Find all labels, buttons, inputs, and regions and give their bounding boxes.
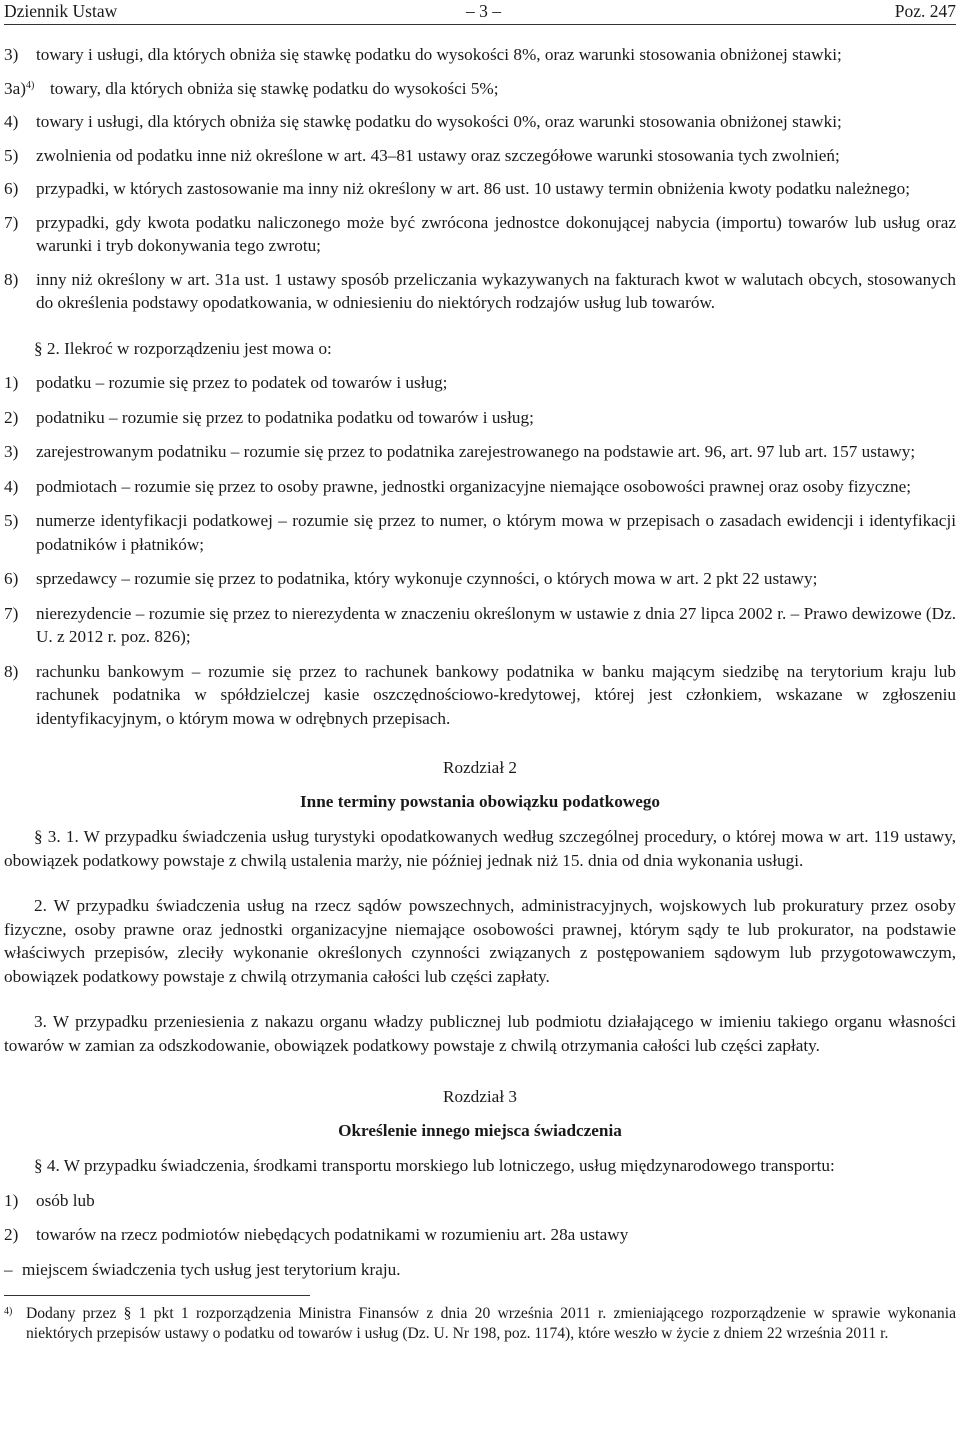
definition-item: 4) podmiotach – rozumie się przez to osoby prawne, jednostki organizacyjne niemające osobowości prawnej oraz osoby fizyczne; — [4, 476, 911, 496]
definition-item: 3) zarejestrowanym podatniku – rozumie się przez to podatnika zarejestrowanego na podstawie art. 96, art. 97 lub art. 157 ustawy; — [4, 442, 916, 461]
list-item: 8) inny niż określony w art. 31a ust. 1 ustawy sposób przeliczania wykazywanych na fakturach kwot w walutach obcych, stosowanych do określenia podstawy opodatkowania, w odniesieniu do niektórych rodzajów usług lub towarów. — [4, 269, 956, 312]
list-item: 5) zwolnienia od podatku inne niż określone w art. 43–81 ustawy oraz szczegółowe warunki stosowania tych zwolnień; — [4, 145, 840, 165]
closing-dash-item: – miejscem świadczenia tych usług jest terytorium kraju. — [4, 1259, 401, 1279]
list-item: 7) przypadki, gdy kwota podatku naliczonego może być zwrócona jednostce dokonującej nabycia (importu) towarów lub usług oraz warunki i tryb dokonywania tego zwrotu; — [4, 212, 956, 255]
chapter-2-title: Inne terminy powstania obowiązku podatkowego — [299, 791, 661, 811]
footnote — [4, 1304, 956, 1344]
definition-item: 2) podatniku – rozumie się przez to podatnika podatku od towarów i usług; — [4, 407, 534, 427]
definition-item: 6) sprzedawcy – rozumie się przez to podatnika, który wykonuje czynności, o których mowa w art. 2 pkt 22 ustawy; — [4, 569, 818, 588]
section-3-paragraph: 3. W przypadku przeniesienia z nakazu organu władzy publicznej lub podmiotu działającego w imieniu takiego organu własności towarów w zamian za odszkodowanie, obowiązek podatkowy powstaje z chwilą otrzymania całości lub części zapłaty. — [4, 1012, 956, 1055]
section-2-intro: § 2. Ilekroć w rozporządzeniu jest mowa o: — [34, 338, 332, 358]
definition-item: 5) numerze identyfikacji podatkowej – rozumie się przez to numer, o którym mowa w przepisach o zasadach ewidencji i identyfikacji podatników i płatników; — [4, 511, 956, 554]
list-item: 1) osób lub — [4, 1190, 95, 1210]
definition-item: 7) nierezydencie – rozumie się przez to nierezydenta w znaczeniu określonym w ustawie z dnia 27 lipca 2002 r. – Prawo dewizowe (Dz. U. z 2012 r. poz. 826); — [4, 603, 956, 646]
list-item: 2) towarów na rzecz podmiotów niebędących podatnikami w rozumieniu art. 28a ustawy — [4, 1225, 629, 1244]
footnote-divider — [4, 1295, 310, 1296]
position-number: Poz. 247 — [894, 1, 956, 21]
chapter-3-title: Określenie innego miejsca świadczenia — [338, 1120, 622, 1140]
footnote-text: Dodany przez § 1 pkt 1 rozporządzenia Ministra Finansów z dnia 20 września 2011 r. zmieniającego rozporządzenie w sprawie wykonania niektórych przepisów ustawy o podatku od towarów i usług (Dz. U. Nr 198, poz. 1174), które weszło w życie z dniem 22 września 2011 r. — [26, 1305, 956, 1342]
page-number: – 3 – — [466, 1, 501, 21]
chapter-2-label: Rozdział 2 — [443, 758, 517, 777]
chapter-3-label: Rozdział 3 — [443, 1087, 517, 1106]
list-item: 3) towary i usługi, dla których obniża się stawkę podatku do wysokości 8%, oraz warunki stosowania obniżonej stawki; — [4, 45, 842, 64]
footnote-number: 4) — [4, 1306, 13, 1317]
page-header — [4, 0, 956, 25]
document-page — [4, 0, 956, 1344]
section-3-paragraph: § 3. 1. W przypadku świadczenia usług turystyki opodatkowanych według szczególnej procedury, o której mowa w art. 119 ustawy, obowiązek podatkowy powstaje z chwilą ustalenia marży, nie później jednak niż 15. dnia od dnia wykonania usługi. — [4, 827, 956, 870]
definition-item: 8) rachunku bankowym – rozumie się przez to rachunek bankowy podatnika w banku mającym siedzibę na terytorium kraju lub rachunek podatnika w spółdzielczej kasie oszczędnościowo-kredytowej, której jest członkiem, wskazane w zgłoszeniu identyfikacyjnym, o którym mowa w odrębnych przepisach. — [4, 661, 956, 728]
list-item: 6) przypadki, w których zastosowanie ma inny niż określony w art. 86 ust. 10 ustawy termin obniżenia kwoty podatku należnego; — [4, 179, 910, 198]
section-4-intro: § 4. W przypadku świadczenia, środkami transportu morskiego lub lotniczego, usług międzynarodowego transportu: — [34, 1156, 835, 1175]
journal-title: Dziennik Ustaw — [4, 1, 118, 21]
list-item: 4) towary i usługi, dla których obniża się stawkę podatku do wysokości 0%, oraz warunki stosowania obniżonej stawki; — [4, 112, 842, 131]
footnote-ref: 4) — [25, 79, 35, 91]
section-3-paragraph: 2. W przypadku świadczenia usług na rzecz sądów powszechnych, administracyjnych, wojskowych lub prokuratury przez osoby fizyczne, osoby prawne oraz jednostki organizacyjne niemające osobowości prawnej, którym sądy te lub prokurator, na podstawie właściwych przepisów, zleciły wykonanie określonych czynności związanych z postępowaniem sądowym lub przygotowawczym, obowiązek podatkowy powstaje z chwilą otrzymania całości lub części zapłaty. — [4, 896, 956, 986]
document-body — [4, 25, 956, 1344]
definition-item: 1) podatku – rozumie się przez to podatek od towarów i usług; — [4, 373, 448, 392]
list-item: 3a)$^{4)}$ towary, dla których obniża się stawkę podatku do wysokości 5%; — [4, 78, 499, 98]
